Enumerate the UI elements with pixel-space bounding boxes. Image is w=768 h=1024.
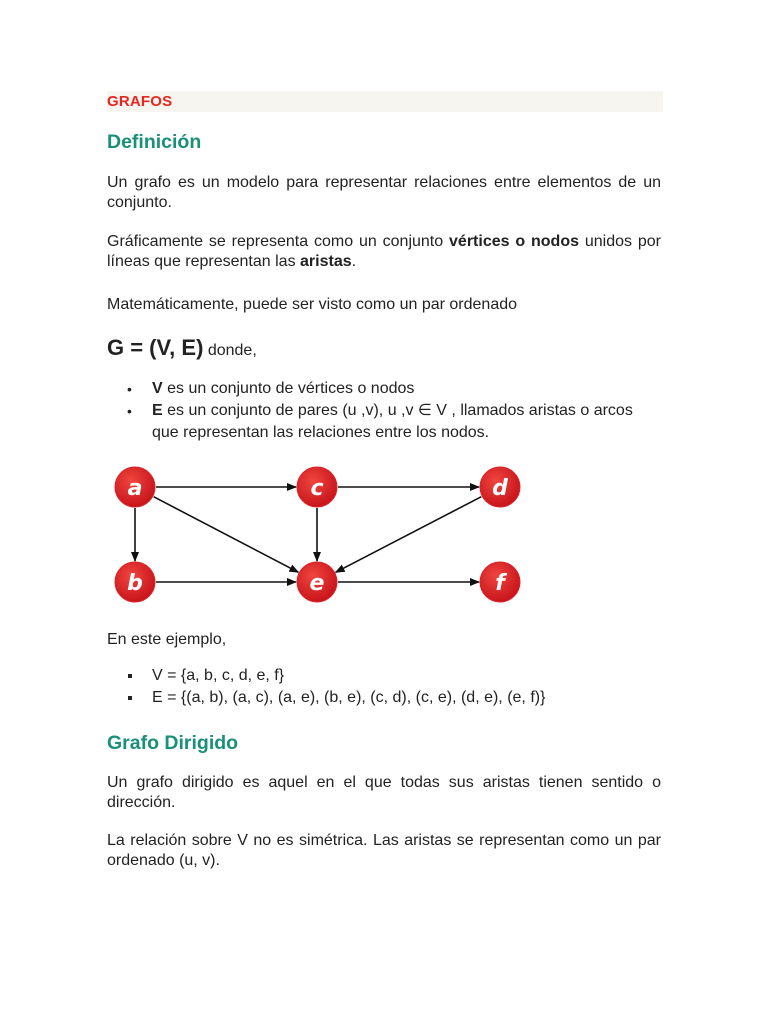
term-v: V [152,380,163,397]
node-label: a [127,476,143,501]
node-e [297,562,337,602]
list-item [107,378,663,400]
edge-set: E = {(a, b), (a, c), (a, e), (b, e), (c, d), (c, e), (d, e), (e, f)} [152,689,546,706]
term-e: E [152,402,163,419]
paragraph-graphical [107,232,661,272]
list-item [107,687,663,709]
definition-e: es un conjunto de pares (u ,v), u ,v ∈ V , llamados aristas o arcos que representan las relaciones entre los nodos. [152,402,633,441]
text: . [351,253,357,270]
node-label: c [310,476,324,501]
list-item [107,400,663,444]
node-d [480,467,520,507]
edge-a-e [154,497,299,573]
bullet-icon [128,696,132,700]
node-a [115,467,155,507]
formula-main: G = (V, E) [107,335,204,360]
bullet-icon: • [127,381,132,397]
text: Gráficamente se representa como un conjunto [107,233,450,250]
node-c [297,467,337,507]
paragraph-definition: Un grafo es un modelo para representar relaciones entre elementos de un conjunto. [107,174,661,211]
example-list [107,665,663,709]
paragraph-directed-definition: Un grafo dirigido es aquel en el que todas sus aristas tienen sentido o dirección. [107,774,661,811]
paragraph-mathematical: Matemáticamente, puede ser visto como un par ordenado [107,296,518,313]
bold-vertices: vértices o nodos [449,233,579,250]
vertex-set: V = {a, b, c, d, e, f} [152,667,285,684]
node-label: e [309,571,325,596]
node-label: f [495,571,505,596]
edge-d-e [336,497,482,573]
bold-aristas: aristas [300,253,352,270]
bullet-icon [128,674,132,678]
paragraph-directed-relation: La relación sobre V no es simétrica. Las aristas se representan como un par ordenado (u, v). [107,832,661,869]
formula-suffix: donde, [203,342,257,359]
list-item [107,665,663,687]
node-f [480,562,520,602]
node-label: d [492,476,508,501]
text: unidos por líneas que representan las [107,233,661,270]
graph-diagram [107,455,537,615]
paragraph-example-intro: En este ejemplo, [107,631,227,648]
heading-definicion: Definición [107,131,202,153]
heading-grafo-dirigido: Grafo Dirigido [107,732,239,754]
definition-list [107,378,663,444]
document-title: GRAFOS [107,93,173,110]
bullet-icon: • [127,403,132,419]
definition-v: es un conjunto de vértices o nodos [162,380,415,397]
formula [107,335,257,361]
node-label: b [127,571,143,596]
title-banner [107,91,663,112]
node-b [115,562,155,602]
